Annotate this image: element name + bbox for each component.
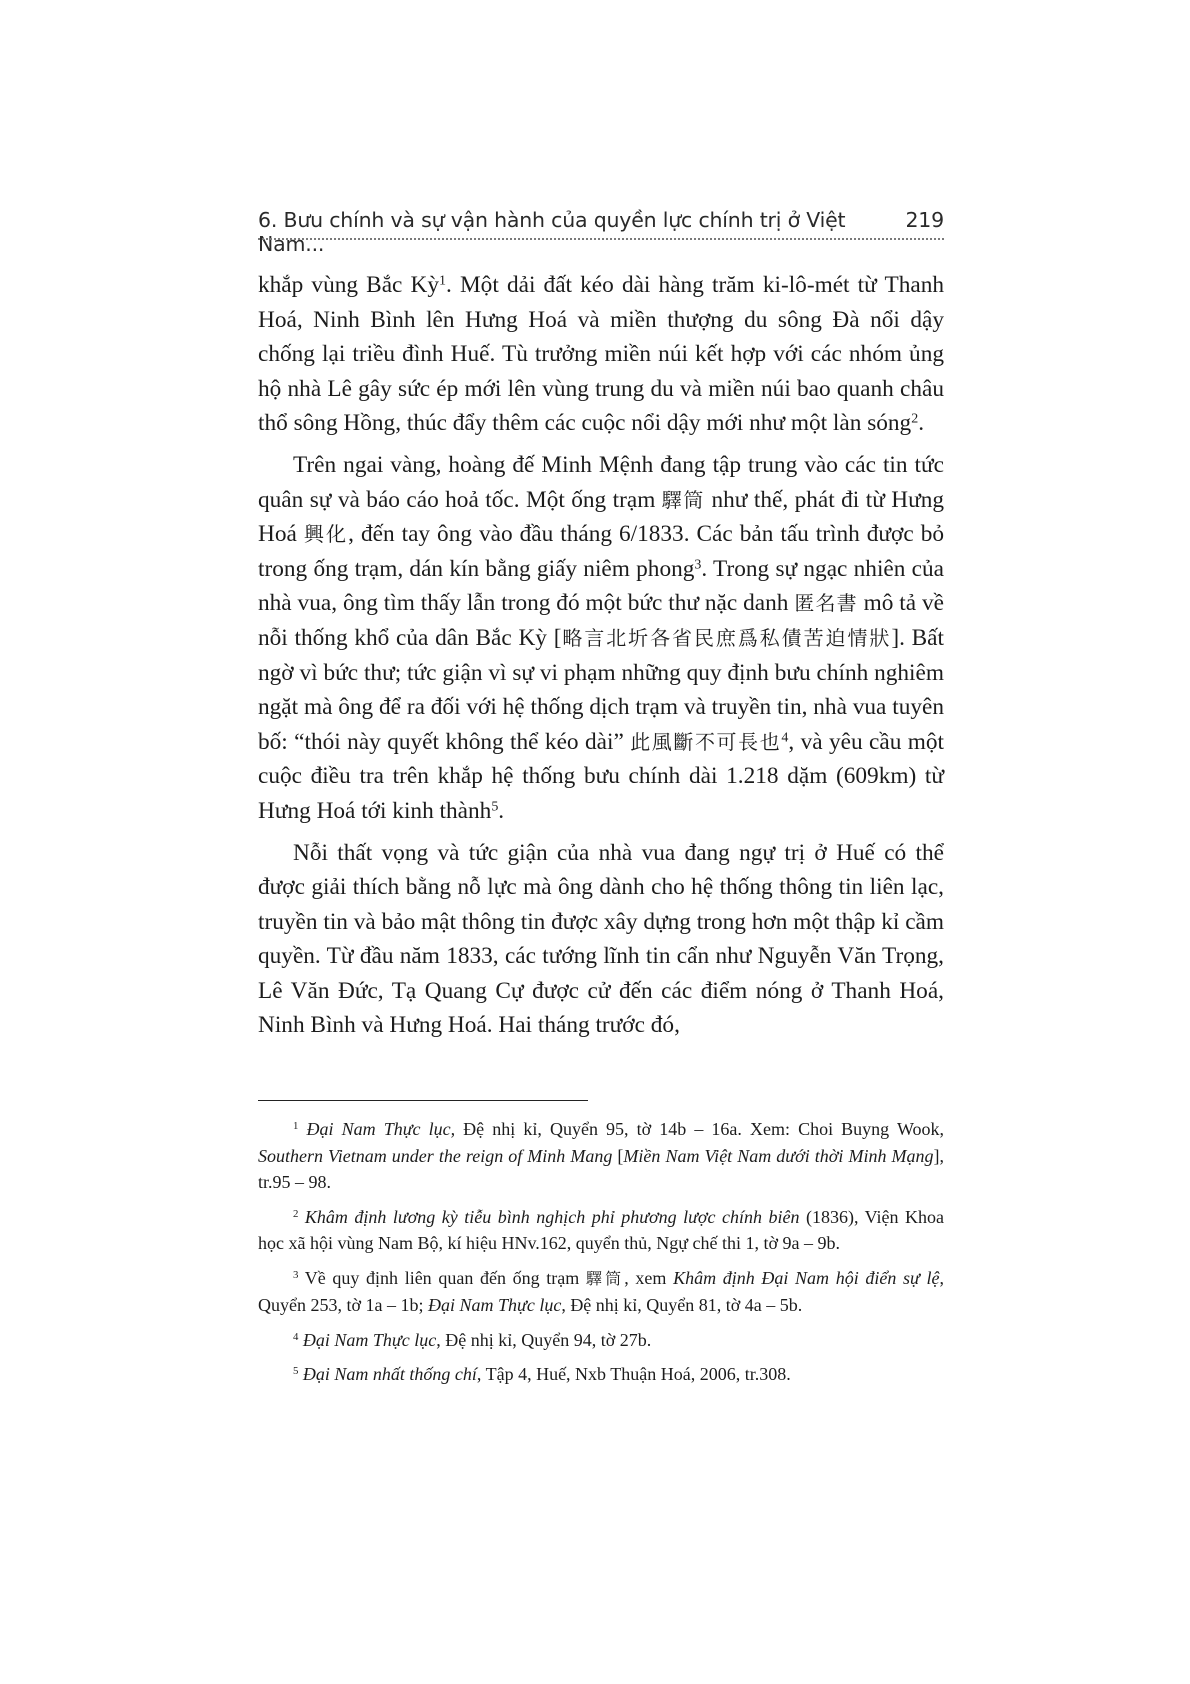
text-run: , xem [624,1267,674,1288]
footnote-number: 4 [293,1330,299,1343]
text-run: Đệ nhị kỉ, Quyển 95, tờ 14b – 16a. Xem: Choi Buyng Wook, [455,1119,945,1139]
text-run: , đến tay ông vào đầu tháng 6/1833. Các bản tấu trình được bỏ trong ống trạm, dán kín bằng giấy niêm phong [258,521,945,582]
text-run: . [498,797,505,824]
footnote-ref-3: 3 [694,557,702,573]
text-run: ]. Bất ngờ vì bức thư; tức giận vì sự vi phạm những quy định bưu chính nghiêm ngặt mà ông để ra đối với hệ thống dịch trạm và truyền tin, nhà vua tuyên bố: “thói này quyết không thể kéo dài” [258,624,944,755]
text-run: Trên ngai vàng, hoàng đế Minh Mệnh đang tập trung vào các tin tức quân sự và báo cáo hoả tốc. Một ống trạm [258,451,944,513]
text-run: , Tập 4, Huế, Nxb Thuận Hoá, 2006, tr.308. [476,1364,791,1384]
text-run: ], tr.95 – 98. [258,1145,944,1192]
text-run: như thế, phát đi từ Hưng Hoá [258,486,945,548]
running-head [258,208,944,256]
footnote-1 [258,1116,944,1196]
text-run: (1836), Viện Khoa học xã hội vùng Nam Bộ, kí hiệu HNv.162, quyển thủ, Ngự chế thi 1, tờ 9a – 9b. [258,1206,945,1253]
footnote-ref-1: 1 [439,273,446,289]
han-text: 略言北圻各省民庶爲私債苦迫情狀 [561,625,892,650]
han-text: 此風斷不可長也 [630,729,782,754]
paragraph-3: Nỗi thất vọng và tức giận của nhà vua đang ngự trị ở Huế có thể được giải thích bằng nỗ lực mà ông dành cho hệ thống thông tin liên lạc, truyền tin và bảo mật thông tin được xây dựng trong hơn một thập kỉ cầm quyền. Từ đầu năm 1833, các tướng lĩnh tin cẩn như Nguyễn Văn Trọng, Lê Văn Đức, Tạ Quang Cự được cử đến các điểm nóng ở Thanh Hoá, Ninh Bình và Hưng Hoá. Hai tháng trước đó, [258,839,944,1039]
text-run: mô tả về nỗi thống khổ của dân Bắc Kỳ [ [258,590,945,651]
text-run: [ [612,1145,624,1166]
italic-title: Đại Nam nhất thống chí [302,1364,477,1384]
italic-title: Khâm định Đại Nam hội điển sự lệ [673,1267,940,1288]
footnotes [258,1116,944,1396]
footnote-number: 5 [293,1365,299,1378]
italic-title: Khâm định lương kỳ tiễu bình nghịch phỉ phương lược chính biên [304,1206,800,1227]
italic-title: Southern Vietnam under the reign of Minh Mang [258,1145,613,1166]
italic-title: Đại Nam Thực lục [428,1295,562,1315]
text-run: . [918,410,925,437]
footnote-ref-2: 2 [911,411,919,427]
italic-title: Đại Nam Thực lục, [306,1119,456,1139]
footnote-separator [258,1100,588,1101]
footnote-number: 1 [293,1120,299,1133]
chapter-title: 6. Bưu chính và sự vận hành của quyền lực chính trị ở Việt Nam... [258,208,846,256]
text-run: , Quyển 253, tờ 1a – 1b; [258,1267,944,1315]
footnote-number: 2 [293,1207,299,1220]
footnote-4 [258,1327,944,1354]
footnote-number: 3 [293,1268,299,1281]
footnote-ref-4: 4 [781,730,789,746]
body-text [258,268,944,1050]
text-run: khắp vùng Bắc Kỳ [258,272,440,298]
page-number: 219 [905,208,944,232]
header-dotted-rule [258,238,944,240]
han-text: 匿名書 [794,591,858,616]
footnote-3 [258,1265,944,1319]
text-run: . Một dải đất kéo dài hàng trăm ki-lô-mét từ Thanh Hoá, Ninh Bình lên Hưng Hoá và miền thượng du sông Đà nổi dậy chống lại triều đình Huế. Tù trưởng miền núi kết hợp với các nhóm ủng hộ nhà Lê gây sức ép mới lên vùng trung du và miền núi bao quanh châu thổ sông Hồng, thúc đẩy thêm các cuộc nổi dậy mới như một làn sóng [258,272,944,437]
italic-title: Đại Nam Thực lục [302,1329,437,1350]
han-text: 驛筒 [661,487,706,512]
text-run: , và yêu cầu một cuộc điều tra trên khắp hệ thống bưu chính dài 1.218 dặm (609km) từ Hưng Hoá tới kinh thành [258,728,945,824]
text-run: . Trong sự ngạc nhiên của nhà vua, ông tìm thấy lẫn trong đó một bức thư nặc danh [258,555,944,617]
han-text: 驛筒 [585,1268,625,1288]
text-run: Về quy định liên quan đến ống trạm [298,1267,586,1288]
han-text: 興化 [303,522,349,547]
footnote-5 [258,1361,944,1388]
paragraph-1 [258,268,944,441]
italic-title: Miền Nam Việt Nam dưới thời Minh Mạng [623,1145,934,1166]
footnote-ref-5: 5 [491,799,499,815]
footnote-2 [258,1204,944,1257]
text-run: , Đệ nhị kỉ, Quyển 94, tờ 27b. [436,1329,652,1350]
paragraph-2 [258,448,944,829]
text-run: , Đệ nhị kỉ, Quyển 81, tờ 4a – 5b. [561,1295,803,1315]
